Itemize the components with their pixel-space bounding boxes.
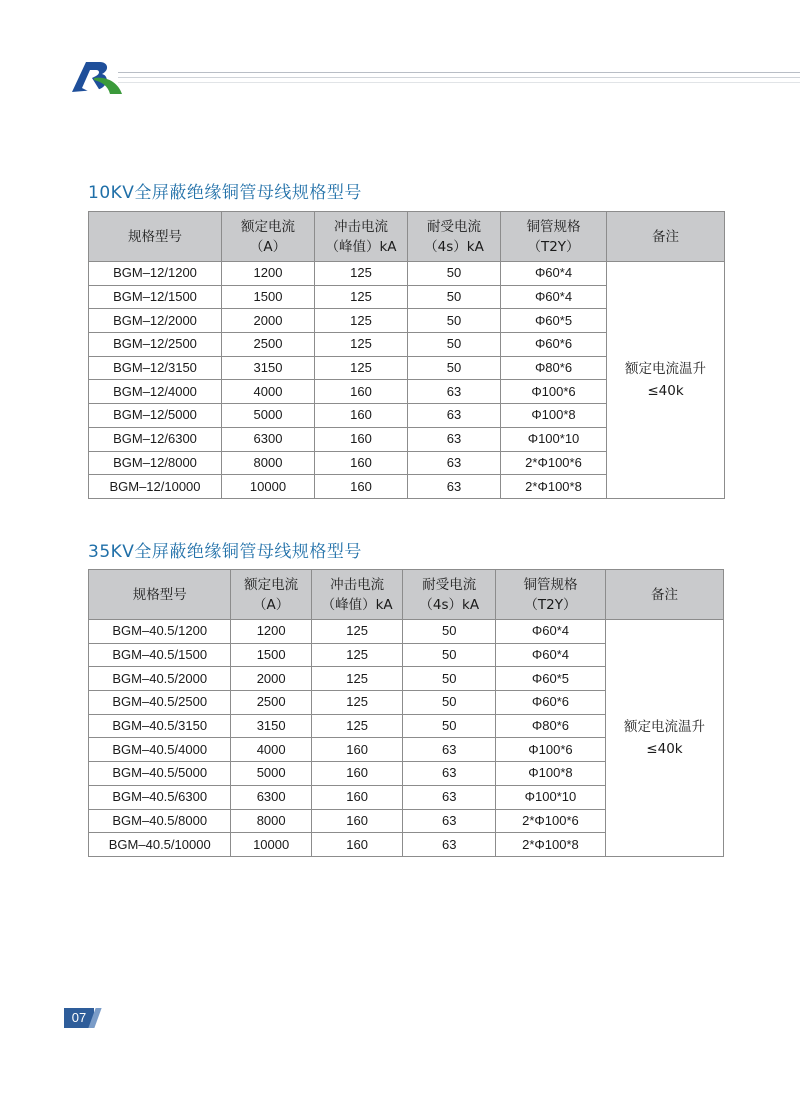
cell-rated-current: 6300 (222, 427, 315, 451)
cell-model: BGM–40.5/1500 (89, 643, 231, 667)
cell-tube-spec: 2*Φ100*8 (501, 475, 607, 499)
cell-tube-spec: Φ60*4 (496, 643, 606, 667)
cell-tube-spec: Φ80*6 (501, 356, 607, 380)
col-header-peak-current: 冲击电流 （峰值）kA (315, 212, 408, 262)
cell-rated-current: 3150 (231, 714, 311, 738)
cell-peak-current: 160 (311, 738, 403, 762)
cell-rated-current: 2000 (222, 309, 315, 333)
cell-tube-spec: Φ100*6 (501, 380, 607, 404)
page-number: 07 (64, 1008, 104, 1028)
cell-withstand-current: 63 (403, 833, 496, 857)
cell-rated-current: 5000 (222, 404, 315, 428)
cell-peak-current: 160 (315, 451, 408, 475)
cell-model: BGM–40.5/6300 (89, 785, 231, 809)
cell-tube-spec: Φ100*10 (496, 785, 606, 809)
cell-model: BGM–40.5/3150 (89, 714, 231, 738)
cell-peak-current: 160 (311, 833, 403, 857)
col-header-tube-spec: 铜管规格 （T2Y） (501, 212, 607, 262)
cell-rated-current: 1200 (231, 620, 311, 644)
cell-rated-current: 4000 (231, 738, 311, 762)
cell-rated-current: 10000 (222, 475, 315, 499)
remarks-line-2: ≤40k (646, 740, 683, 757)
table-header-row (89, 570, 724, 620)
cell-model: BGM–12/4000 (89, 380, 222, 404)
cell-rated-current: 2500 (222, 333, 315, 357)
cell-tube-spec: Φ100*8 (496, 762, 606, 786)
col-header-remarks: 备注 (605, 570, 723, 620)
cell-tube-spec: Φ60*6 (496, 691, 606, 715)
cell-withstand-current: 63 (408, 404, 501, 428)
table-row (89, 262, 725, 286)
cell-peak-current: 160 (311, 762, 403, 786)
cell-tube-spec: 2*Φ100*6 (501, 451, 607, 475)
cell-withstand-current: 63 (408, 380, 501, 404)
col-header-model: 规格型号 (89, 212, 222, 262)
cell-withstand-current: 50 (403, 691, 496, 715)
cell-model: BGM–40.5/4000 (89, 738, 231, 762)
cell-model: BGM–12/5000 (89, 404, 222, 428)
cell-rated-current: 8000 (231, 809, 311, 833)
cell-model: BGM–12/6300 (89, 427, 222, 451)
cell-model: BGM–12/1500 (89, 285, 222, 309)
cell-peak-current: 160 (315, 427, 408, 451)
cell-model: BGM–40.5/8000 (89, 809, 231, 833)
cell-tube-spec: 2*Φ100*8 (496, 833, 606, 857)
remarks-line-1: 额定电流温升 (625, 360, 706, 377)
header-rule (118, 72, 800, 86)
col-header-remarks: 备注 (607, 212, 725, 262)
cell-withstand-current: 50 (403, 643, 496, 667)
col-header-withstand-current: 耐受电流 （4s）kA (403, 570, 496, 620)
cell-peak-current: 160 (315, 380, 408, 404)
cell-withstand-current: 50 (408, 309, 501, 333)
col-header-peak-current: 冲击电流 （峰值）kA (311, 570, 403, 620)
cell-tube-spec: Φ60*5 (501, 309, 607, 333)
cell-model: BGM–12/1200 (89, 262, 222, 286)
cell-rated-current: 6300 (231, 785, 311, 809)
cell-rated-current: 5000 (231, 762, 311, 786)
company-logo (66, 58, 124, 96)
cell-withstand-current: 63 (408, 427, 501, 451)
cell-rated-current: 4000 (222, 380, 315, 404)
cell-rated-current: 1200 (222, 262, 315, 286)
cell-model: BGM–12/2500 (89, 333, 222, 357)
cell-tube-spec: Φ60*4 (501, 285, 607, 309)
cell-peak-current: 125 (315, 333, 408, 357)
cell-tube-spec: Φ60*5 (496, 667, 606, 691)
cell-tube-spec: Φ100*6 (496, 738, 606, 762)
cell-model: BGM–40.5/5000 (89, 762, 231, 786)
cell-withstand-current: 50 (408, 356, 501, 380)
remarks-line-1: 额定电流温升 (623, 718, 705, 735)
table-row (89, 620, 724, 644)
cell-tube-spec: Φ100*8 (501, 404, 607, 428)
cell-peak-current: 160 (315, 404, 408, 428)
cell-tube-spec: Φ60*4 (501, 262, 607, 286)
col-header-rated-current: 额定电流 （A） (222, 212, 315, 262)
col-header-tube-spec: 铜管规格 （T2Y） (496, 570, 606, 620)
col-header-rated-current: 额定电流 （A） (231, 570, 311, 620)
cell-rated-current: 1500 (231, 643, 311, 667)
section-title-10kv: 10KV全屏蔽绝缘铜管母线规格型号 (88, 183, 362, 203)
cell-withstand-current: 50 (408, 285, 501, 309)
cell-withstand-current: 50 (403, 667, 496, 691)
cell-withstand-current: 50 (403, 620, 496, 644)
table-header-row (89, 212, 725, 262)
cell-tube-spec: Φ60*4 (496, 620, 606, 644)
cell-peak-current: 125 (315, 285, 408, 309)
cell-model: BGM–12/3150 (89, 356, 222, 380)
cell-tube-spec: Φ100*10 (501, 427, 607, 451)
cell-tube-spec: 2*Φ100*6 (496, 809, 606, 833)
spec-table-35kv (88, 569, 724, 857)
cell-withstand-current: 63 (403, 738, 496, 762)
cell-withstand-current: 63 (403, 809, 496, 833)
cell-withstand-current: 50 (403, 714, 496, 738)
cell-peak-current: 160 (311, 809, 403, 833)
cell-remarks (605, 620, 723, 857)
cell-tube-spec: Φ80*6 (496, 714, 606, 738)
cell-model: BGM–12/2000 (89, 309, 222, 333)
cell-model: BGM–40.5/10000 (89, 833, 231, 857)
cell-rated-current: 1500 (222, 285, 315, 309)
cell-rated-current: 2000 (231, 667, 311, 691)
col-header-withstand-current: 耐受电流 （4s）kA (408, 212, 501, 262)
cell-peak-current: 125 (315, 309, 408, 333)
section-title-35kv: 35KV全屏蔽绝缘铜管母线规格型号 (88, 542, 362, 562)
cell-remarks (607, 262, 725, 499)
cell-rated-current: 2500 (231, 691, 311, 715)
cell-withstand-current: 63 (408, 451, 501, 475)
cell-peak-current: 125 (311, 667, 403, 691)
cell-peak-current: 125 (311, 714, 403, 738)
cell-peak-current: 160 (315, 475, 408, 499)
spec-table-10kv (88, 211, 725, 499)
cell-withstand-current: 50 (408, 262, 501, 286)
cell-rated-current: 8000 (222, 451, 315, 475)
cell-withstand-current: 63 (408, 475, 501, 499)
cell-withstand-current: 63 (403, 785, 496, 809)
remarks-line-2: ≤40k (647, 382, 684, 399)
col-header-model: 规格型号 (89, 570, 231, 620)
cell-peak-current: 125 (315, 262, 408, 286)
cell-peak-current: 125 (311, 691, 403, 715)
cell-model: BGM–40.5/2000 (89, 667, 231, 691)
cell-tube-spec: Φ60*6 (501, 333, 607, 357)
cell-rated-current: 10000 (231, 833, 311, 857)
cell-peak-current: 125 (311, 620, 403, 644)
cell-model: BGM–40.5/1200 (89, 620, 231, 644)
cell-model: BGM–12/8000 (89, 451, 222, 475)
cell-model: BGM–40.5/2500 (89, 691, 231, 715)
cell-withstand-current: 50 (408, 333, 501, 357)
cell-peak-current: 125 (315, 356, 408, 380)
cell-withstand-current: 63 (403, 762, 496, 786)
cell-model: BGM–12/10000 (89, 475, 222, 499)
cell-peak-current: 160 (311, 785, 403, 809)
cell-peak-current: 125 (311, 643, 403, 667)
cell-rated-current: 3150 (222, 356, 315, 380)
